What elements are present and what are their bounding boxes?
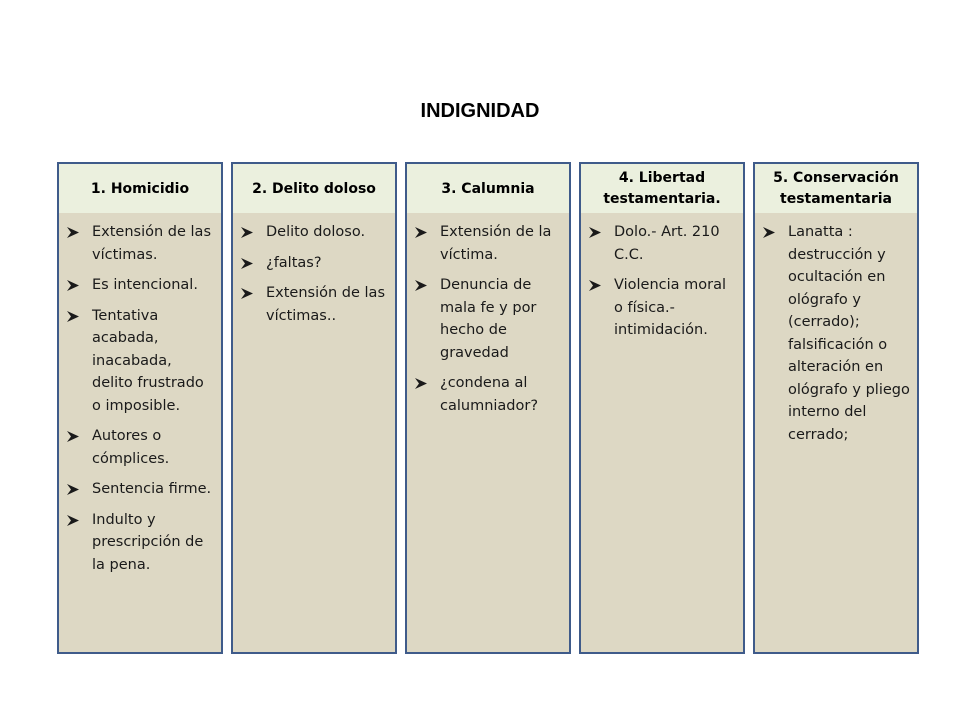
arrowhead-bullet-icon: [415, 280, 427, 291]
item-text: Dolo.- Art. 210 C.C.: [614, 224, 720, 263]
item-text: Es intencional.: [92, 277, 198, 293]
list-item: [415, 274, 563, 364]
column-libertad-testamentaria: [579, 162, 745, 656]
item-list: [407, 213, 569, 417]
column-header: [753, 162, 919, 216]
arrowhead-bullet-icon: [67, 227, 79, 238]
list-item: [415, 372, 563, 417]
list-item: [763, 221, 911, 446]
column-header-label: 3. Calumnia: [441, 180, 535, 197]
arrowhead-bullet-icon: [67, 431, 79, 442]
item-list: [59, 213, 221, 576]
arrowhead-bullet-icon: [589, 280, 601, 291]
arrowhead-bullet-icon: [589, 227, 601, 238]
item-list: [233, 213, 395, 327]
item-list: [581, 213, 743, 342]
item-text: Indulto y prescripción de la pena.: [92, 511, 204, 573]
item-text: Denuncia de mala fe y por hecho de gravedad: [440, 277, 537, 361]
item-text: Extensión de las víctimas..: [266, 285, 385, 324]
list-item: [67, 221, 215, 266]
arrowhead-bullet-icon: [67, 280, 79, 291]
item-text: Tentativa acabada, inacabada, delito frustrado o imposible.: [92, 307, 204, 414]
columns-container: [57, 162, 947, 656]
arrowhead-bullet-icon: [67, 484, 79, 495]
item-text: ¿condena al calumniador?: [440, 375, 539, 414]
column-header-label: 5. Conservación testamentaria: [773, 170, 899, 207]
column-header-label: 2. Delito doloso: [252, 180, 376, 197]
column-calumnia: [405, 162, 571, 656]
arrowhead-bullet-icon: [241, 227, 253, 238]
column-body: [231, 213, 397, 654]
list-item: [589, 221, 737, 266]
column-body: [753, 213, 919, 654]
item-text: ¿faltas?: [266, 254, 322, 271]
item-text: Extensión de la víctima.: [440, 224, 552, 263]
arrowhead-bullet-icon: [763, 227, 775, 238]
item-list: [755, 213, 917, 446]
list-item: [67, 305, 215, 418]
column-header-label: 1. Homicidio: [90, 180, 190, 197]
item-text: Extensión de las víctimas.: [92, 224, 211, 263]
column-header: [405, 162, 571, 216]
item-text: Sentencia firme.: [92, 481, 212, 497]
list-item: [589, 274, 737, 342]
arrowhead-bullet-icon: [241, 288, 253, 299]
list-item: [67, 509, 215, 577]
column-homicidio: [57, 162, 223, 656]
arrowhead-bullet-icon: [241, 258, 253, 269]
column-body: [579, 213, 745, 654]
column-header: [57, 162, 223, 216]
arrowhead-bullet-icon: [415, 227, 427, 238]
item-text: Autores o cómplices.: [92, 428, 170, 467]
arrowhead-bullet-icon: [67, 311, 79, 322]
list-item: [67, 274, 215, 297]
list-item: [415, 221, 563, 266]
list-item: [241, 282, 389, 327]
list-item: [67, 425, 215, 470]
list-item: [67, 478, 215, 501]
list-item: [241, 252, 389, 275]
diagram-title: INDIGNIDAD: [420, 100, 540, 122]
item-text: Violencia moral o física.- intimidación.: [614, 277, 727, 338]
list-item: [241, 221, 389, 244]
column-conservacion-testamentaria: [753, 162, 919, 656]
column-body: [57, 213, 223, 654]
column-delito-doloso: [231, 162, 397, 656]
column-header-label: 4. Libertad testamentaria.: [603, 170, 721, 207]
column-body: [405, 213, 571, 654]
arrowhead-bullet-icon: [415, 378, 427, 389]
item-text: Delito doloso.: [266, 224, 366, 240]
column-header: [231, 162, 397, 216]
column-header: [579, 162, 745, 216]
arrowhead-bullet-icon: [67, 515, 79, 526]
item-text: Lanatta : destrucción y ocultación en ológrafo y (cerrado); falsificación o alteración en ológrafo y pliego interno del cerrado;: [788, 224, 910, 443]
